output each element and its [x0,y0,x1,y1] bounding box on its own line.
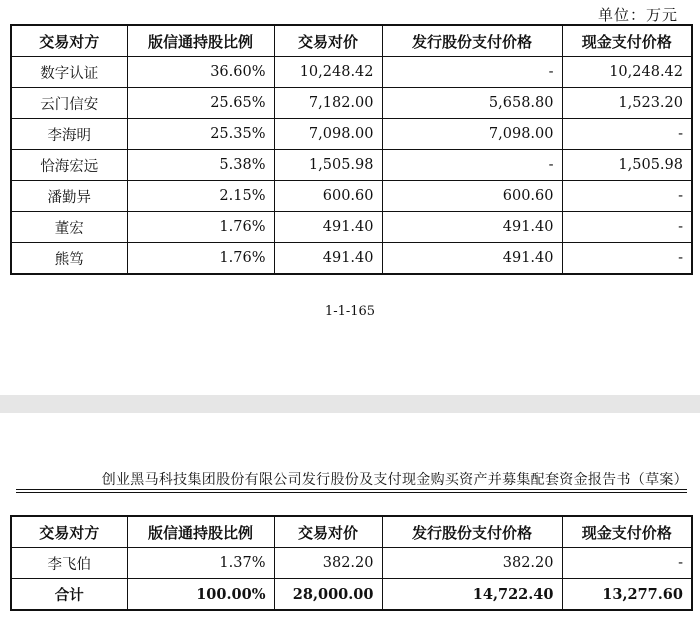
cell-ratio: 1.37% [127,548,274,579]
page-number: 1-1-165 [324,304,376,319]
table-row [11,57,692,88]
transaction-table [10,24,693,275]
table-row [11,119,692,150]
cell-cash-payment: - [562,212,692,243]
header-rule [16,492,687,493]
cell-share-payment: 382.20 [382,548,562,579]
table-row [11,212,692,243]
cell-consideration: 491.40 [274,212,382,243]
unit-label: 单位：万元 [597,6,678,24]
cell-cash-payment: - [562,548,692,579]
cell-ratio: 1.76% [127,212,274,243]
cell-cash-payment: 10,248.42 [562,57,692,88]
cell-total-ratio: 100.00% [127,579,274,611]
cell-cash-payment: 1,523.20 [562,88,692,119]
cell-share-payment: 5,658.80 [382,88,562,119]
table-row [11,243,692,275]
cell-cash-payment: - [562,243,692,275]
table-row [11,88,692,119]
cell-ratio: 36.60% [127,57,274,88]
cell-counterparty: 云门信安 [11,88,127,119]
cell-share-payment: 491.40 [382,212,562,243]
report-running-title: 创业黑马科技集团股份有限公司发行股份及支付现金购买资产并募集配套资金报告书（草案） [101,472,688,488]
cell-consideration: 7,098.00 [274,119,382,150]
cell-consideration: 600.60 [274,181,382,212]
cell-consideration: 10,248.42 [274,57,382,88]
table-row [11,548,692,579]
cell-total-label: 合计 [11,579,127,611]
cell-counterparty: 恰海宏远 [11,150,127,181]
col-header-consideration: 交易对价 [274,25,382,57]
cell-share-payment: - [382,57,562,88]
table-header-row [11,25,692,57]
col-header-share-payment: 发行股份支付价格 [382,516,562,548]
table-header-row [11,516,692,548]
cell-cash-payment: - [562,181,692,212]
transaction-table-continued [10,515,693,611]
cell-counterparty: 熊笃 [11,243,127,275]
cell-share-payment: - [382,150,562,181]
cell-total-cash-payment: 13,277.60 [562,579,692,611]
cell-consideration: 7,182.00 [274,88,382,119]
table-row [11,150,692,181]
cell-ratio: 5.38% [127,150,274,181]
cell-counterparty: 董宏 [11,212,127,243]
cell-total-consideration: 28,000.00 [274,579,382,611]
col-header-counterparty: 交易对方 [11,25,127,57]
col-header-consideration: 交易对价 [274,516,382,548]
table-row [11,181,692,212]
cell-ratio: 25.65% [127,88,274,119]
cell-consideration: 1,505.98 [274,150,382,181]
page-separator [0,395,700,413]
cell-ratio: 1.76% [127,243,274,275]
cell-consideration: 491.40 [274,243,382,275]
cell-share-payment: 7,098.00 [382,119,562,150]
cell-cash-payment: 1,505.98 [562,150,692,181]
col-header-holding-ratio: 版信通持股比例 [127,516,274,548]
col-header-cash-payment: 现金支付价格 [562,516,692,548]
col-header-counterparty: 交易对方 [11,516,127,548]
cell-total-share-payment: 14,722.40 [382,579,562,611]
cell-ratio: 2.15% [127,181,274,212]
cell-share-payment: 600.60 [382,181,562,212]
cell-counterparty: 数字认证 [11,57,127,88]
col-header-cash-payment: 现金支付价格 [562,25,692,57]
col-header-share-payment: 发行股份支付价格 [382,25,562,57]
cell-counterparty: 潘勤异 [11,181,127,212]
cell-cash-payment: - [562,119,692,150]
cell-consideration: 382.20 [274,548,382,579]
cell-share-payment: 491.40 [382,243,562,275]
table-total-row [11,579,692,611]
cell-counterparty: 李飞伯 [11,548,127,579]
cell-ratio: 25.35% [127,119,274,150]
col-header-holding-ratio: 版信通持股比例 [127,25,274,57]
cell-counterparty: 李海明 [11,119,127,150]
header-rule [16,489,687,490]
